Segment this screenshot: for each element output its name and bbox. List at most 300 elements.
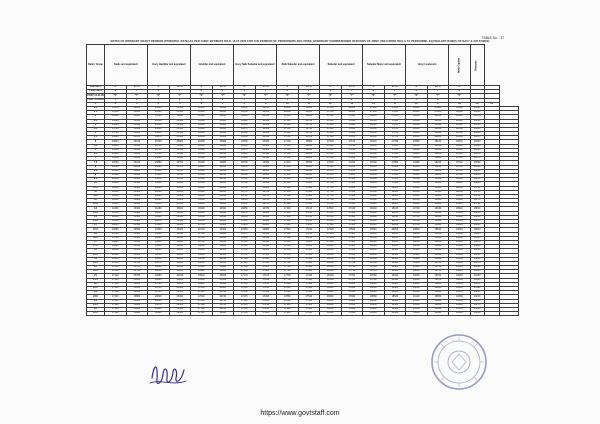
rate-cell: 16440 <box>212 236 234 240</box>
rate-cell: 18840 <box>449 186 471 190</box>
rate-cell: 18780 <box>449 173 471 177</box>
rate-cell: 17600 <box>341 240 363 244</box>
rate-cell: 17600 <box>277 240 299 244</box>
rate-cell: 17190 <box>234 278 256 282</box>
rate-cell: 16660 <box>298 111 320 115</box>
rate-cell: 15840 <box>169 190 191 194</box>
rate-cell: 17160 <box>105 278 127 282</box>
rate-cell: 17880 <box>320 220 342 224</box>
rate-cell: 17940 <box>341 312 363 316</box>
rate-cell: 17560 <box>277 232 299 236</box>
rate-cell: 16400 <box>169 307 191 311</box>
rate-cell: 18940 <box>363 312 385 316</box>
rate-cell: 17000 <box>191 287 213 291</box>
header-cell: "X" <box>234 86 256 90</box>
rate-cell: 17500 <box>341 220 363 224</box>
rate-cell: 17360 <box>341 190 363 194</box>
rate-cell: 17140 <box>298 211 320 215</box>
header-cell: 4 <box>148 102 170 106</box>
header-cell: "Y" <box>255 90 277 94</box>
rate-cell: 16280 <box>105 186 127 190</box>
rate-cell: 16180 <box>212 182 234 186</box>
rate-cell: 18920 <box>406 253 428 257</box>
rate-cell: 18430 <box>470 127 484 131</box>
rate-cell: 18720 <box>427 266 449 270</box>
service-years-cell: 3.5 <box>87 127 105 131</box>
rate-cell: 15020 <box>126 115 148 119</box>
rate-cell: 18970 <box>470 240 484 244</box>
rate-cell: 15680 <box>126 253 148 257</box>
rate-cell: 15700 <box>126 257 148 261</box>
rate-cell: 19270 <box>470 303 484 307</box>
rate-cell: 16280 <box>191 136 213 140</box>
header-cell: "X" <box>105 86 127 90</box>
rate-cell: 16760 <box>191 236 213 240</box>
rate-cell: 18880 <box>427 299 449 303</box>
rate-cell: 18460 <box>384 282 406 286</box>
service-years-cell: 24.5 <box>87 303 105 307</box>
rate-cell: 18460 <box>406 157 428 161</box>
service-years-cell: 14.5 <box>87 220 105 224</box>
rate-cell: 15740 <box>169 169 191 173</box>
rate-cell: 17080 <box>191 303 213 307</box>
rate-cell: 15860 <box>212 115 234 119</box>
rate-cell: 17250 <box>234 291 256 295</box>
rate-cell: 18460 <box>363 211 385 215</box>
rate-cell: 16080 <box>212 161 234 165</box>
rate-cell: 17620 <box>298 312 320 316</box>
rate-cell: 18900 <box>363 303 385 307</box>
rate-cell: 16620 <box>255 173 277 177</box>
rate-cell: 15380 <box>126 190 148 194</box>
rate-cell: 17920 <box>341 307 363 311</box>
rate-cell: 18380 <box>406 140 428 144</box>
rate-cell: 18200 <box>384 228 406 232</box>
rate-cell: 15720 <box>126 261 148 265</box>
rate-cell: 16060 <box>148 190 170 194</box>
rate-cell: 17940 <box>384 173 406 177</box>
rate-cell: 16440 <box>191 169 213 173</box>
rate-cell: 17260 <box>341 169 363 173</box>
service-years-cell: 4 <box>87 132 105 136</box>
rate-cell: 18300 <box>406 123 428 127</box>
rate-cell: 16320 <box>105 190 127 194</box>
rate-cell: 19240 <box>449 270 471 274</box>
rate-cell: 18770 <box>470 199 484 203</box>
group-header-cell: Hony Havildar and equivalent <box>148 45 191 86</box>
rate-cell: 19090 <box>470 266 484 270</box>
rate-cell: 16680 <box>255 186 277 190</box>
rate-cell: 17920 <box>320 228 342 232</box>
rate-cell: 18200 <box>363 157 385 161</box>
rate-cell: 18700 <box>449 157 471 161</box>
rate-cell: 17220 <box>277 161 299 165</box>
service-years-cell: 19.5 <box>87 261 105 265</box>
rate-cell: 15920 <box>126 303 148 307</box>
rate-cell: 19200 <box>406 312 428 316</box>
header-cell: X-Y-Z <box>126 86 148 90</box>
handwritten-signature <box>148 356 188 390</box>
rate-cell: 15720 <box>169 165 191 169</box>
rate-cell: 18040 <box>363 123 385 127</box>
rate-cell: 15800 <box>169 182 191 186</box>
rate-cell: 19220 <box>449 266 471 270</box>
rate-cell: 15800 <box>105 136 127 140</box>
pension-rate-table <box>86 44 519 316</box>
rate-cell: 15880 <box>105 144 127 148</box>
rate-cell: 16420 <box>212 232 234 236</box>
rate-cell: 17700 <box>320 182 342 186</box>
rate-cell: 15260 <box>126 165 148 169</box>
rate-cell: 15040 <box>126 119 148 123</box>
rate-cell: 17580 <box>298 303 320 307</box>
rate-cell: 18740 <box>363 270 385 274</box>
header-cell: "X" <box>320 86 342 90</box>
rate-cell: 16800 <box>105 240 127 244</box>
rate-cell: 17240 <box>341 165 363 169</box>
rate-cell: 17280 <box>255 312 277 316</box>
rate-cell: 18800 <box>427 282 449 286</box>
rate-cell: 18560 <box>384 303 406 307</box>
rate-cell: 17290 <box>234 299 256 303</box>
rate-cell: 18160 <box>427 148 449 152</box>
rate-cell: 19030 <box>470 253 484 257</box>
rate-cell: 17140 <box>255 282 277 286</box>
rate-cell: 15180 <box>126 148 148 152</box>
rate-cell: 18080 <box>384 203 406 207</box>
rate-cell: 18420 <box>406 148 428 152</box>
header-cell: "Y" <box>341 90 363 94</box>
rate-cell: 16940 <box>255 240 277 244</box>
rate-cell: 16660 <box>191 215 213 219</box>
rate-cell: 17100 <box>277 136 299 140</box>
rate-cell: 17000 <box>341 115 363 119</box>
rate-cell: 16690 <box>148 278 170 282</box>
rate-cell: 18300 <box>363 178 385 182</box>
service-years-cell: 21.5 <box>87 278 105 282</box>
rate-cell: 17980 <box>427 111 449 115</box>
service-years-cell: 3 <box>87 123 105 127</box>
rate-cell: 16980 <box>255 249 277 253</box>
rate-cell: 16260 <box>212 199 234 203</box>
rate-cell: 19310 <box>470 312 484 316</box>
rate-cell: 18480 <box>384 287 406 291</box>
rate-cell: 15940 <box>212 132 234 136</box>
rate-cell: 18660 <box>449 148 471 152</box>
rate-cell: 15580 <box>126 232 148 236</box>
rate-cell: 18540 <box>384 299 406 303</box>
rate-cell: 17760 <box>277 274 299 278</box>
rate-cell: 16880 <box>298 157 320 161</box>
rate-cell: 18900 <box>427 303 449 307</box>
rate-cell: 16300 <box>212 207 234 211</box>
rate-cell: 16950 <box>234 228 256 232</box>
rate-cell: 17440 <box>277 207 299 211</box>
rate-cell: 18360 <box>384 261 406 265</box>
rate-cell: 16750 <box>148 287 170 291</box>
rate-cell: 16550 <box>234 144 256 148</box>
rate-cell: 18240 <box>427 165 449 169</box>
rate-cell: 17260 <box>255 307 277 311</box>
rate-cell: 17420 <box>277 203 299 207</box>
service-years-cell: 21 <box>87 274 105 278</box>
service-years-cell: 23 <box>87 291 105 295</box>
rate-cell: 16620 <box>191 207 213 211</box>
rate-cell: 16780 <box>255 207 277 211</box>
rate-cell: 18680 <box>427 257 449 261</box>
rate-cell: 18180 <box>427 153 449 157</box>
rate-cell: 15800 <box>126 278 148 282</box>
rate-cell: 18280 <box>320 303 342 307</box>
header-cell: "X" <box>148 86 170 90</box>
rate-cell: 16930 <box>148 312 170 316</box>
rate-cell: 16740 <box>298 127 320 131</box>
rate-cell: 18370 <box>470 115 484 119</box>
rate-cell: 17460 <box>320 132 342 136</box>
rate-cell: 19080 <box>406 287 428 291</box>
rate-cell: 18220 <box>427 161 449 165</box>
rate-cell: 15560 <box>148 119 170 123</box>
rate-cell: 16480 <box>148 249 170 253</box>
rate-cell: 18840 <box>427 291 449 295</box>
rate-cell: 16240 <box>191 127 213 131</box>
rate-cell: 19100 <box>449 240 471 244</box>
header-cell: 12 <box>320 102 342 106</box>
rate-cell: 17160 <box>277 148 299 152</box>
rate-cell: 16500 <box>191 182 213 186</box>
rate-cell: 18660 <box>363 253 385 257</box>
rate-cell: 16320 <box>212 211 234 215</box>
rate-cell: 16220 <box>169 270 191 274</box>
rate-cell: 17120 <box>255 278 277 282</box>
rate-cell: 16870 <box>234 211 256 215</box>
rate-cell: 18760 <box>449 169 471 173</box>
rate-cell: 16480 <box>191 178 213 182</box>
group-header-cell: Subedar and equivalent <box>320 45 363 86</box>
rate-cell: 17150 <box>234 270 256 274</box>
header-cell: "Y" <box>234 98 256 102</box>
rate-cell: 16420 <box>148 240 170 244</box>
rate-cell: 18780 <box>427 278 449 282</box>
rate-cell: 18740 <box>427 270 449 274</box>
rate-cell: 17980 <box>363 111 385 115</box>
rate-cell: 16820 <box>298 144 320 148</box>
rate-cell: 18820 <box>449 182 471 186</box>
rate-cell: 16840 <box>148 299 170 303</box>
header-cell: 16 <box>406 102 428 106</box>
rate-cell: 15480 <box>126 211 148 215</box>
rate-cell: 18820 <box>427 287 449 291</box>
service-years-cell: 19 <box>87 257 105 261</box>
rate-cell: 17640 <box>277 249 299 253</box>
rate-cell: 15340 <box>126 182 148 186</box>
rate-cell: 18820 <box>406 232 428 236</box>
rate-cell: 17920 <box>277 307 299 311</box>
rate-cell: 17740 <box>277 270 299 274</box>
rate-cell: 17720 <box>341 266 363 270</box>
rate-cell: 16380 <box>255 123 277 127</box>
service-years-cell: 6 <box>87 148 105 152</box>
rate-cell: 15460 <box>126 207 148 211</box>
rate-cell: 16670 <box>234 169 256 173</box>
rate-cell: 18240 <box>363 165 385 169</box>
service-years-cell: 10 <box>87 182 105 186</box>
rate-cell: 17110 <box>234 261 256 265</box>
rate-cell: 16400 <box>212 228 234 232</box>
rate-cell: 17170 <box>234 274 256 278</box>
rate-cell: 15440 <box>126 203 148 207</box>
rate-cell: 16980 <box>341 111 363 115</box>
rate-cell: 15450 <box>169 106 191 110</box>
rate-cell: 18400 <box>384 270 406 274</box>
rate-cell: 17380 <box>277 194 299 198</box>
rate-cell: 17480 <box>341 215 363 219</box>
rate-cell: 17160 <box>255 287 277 291</box>
rate-cell: 15900 <box>169 203 191 207</box>
rate-cell: 15240 <box>126 161 148 165</box>
rate-cell: 19140 <box>449 249 471 253</box>
rate-cell: 17640 <box>341 249 363 253</box>
rate-cell: 18510 <box>470 144 484 148</box>
rate-cell: 17880 <box>341 299 363 303</box>
header-cell: X-Y-Z <box>255 86 277 90</box>
rate-cell: 18580 <box>427 236 449 240</box>
rate-cell: 19230 <box>470 295 484 299</box>
header-cell: "Y" <box>148 98 170 102</box>
rate-cell: 16720 <box>212 295 234 299</box>
rate-cell: 16920 <box>255 236 277 240</box>
rate-cell: 19420 <box>449 307 471 311</box>
rate-cell: 16960 <box>105 257 127 261</box>
rate-cell: 16860 <box>298 153 320 157</box>
header-cell: "Y" <box>169 90 191 94</box>
rate-cell: 18930 <box>470 232 484 236</box>
rate-cell: 18460 <box>427 211 449 215</box>
rate-cell: 17360 <box>277 190 299 194</box>
rate-cell: 18660 <box>427 253 449 257</box>
rate-cell: 17160 <box>298 215 320 219</box>
rate-cell: 16520 <box>255 153 277 157</box>
rate-cell: 17060 <box>341 127 363 131</box>
rate-cell: 17060 <box>298 194 320 198</box>
rate-cell: 15480 <box>169 115 191 119</box>
rate-cell: 15820 <box>212 106 234 110</box>
rate-cell: 17780 <box>384 140 406 144</box>
rate-cell: 18120 <box>427 140 449 144</box>
rate-cell: 18060 <box>427 127 449 131</box>
rate-cell: 17270 <box>234 295 256 299</box>
rate-cell: 15680 <box>105 123 127 127</box>
rate-cell: 18140 <box>427 144 449 148</box>
rate-cell: 16540 <box>191 190 213 194</box>
rate-cell: 16340 <box>212 215 234 219</box>
rate-cell: 15360 <box>126 186 148 190</box>
rate-cell: 15640 <box>148 132 170 136</box>
rate-cell: 16140 <box>169 253 191 257</box>
rate-cell: 18720 <box>363 266 385 270</box>
rate-cell: 17240 <box>277 165 299 169</box>
rate-cell: 15560 <box>126 228 148 232</box>
rate-cell: 18440 <box>406 153 428 157</box>
header-cell: "X" <box>320 94 342 98</box>
rate-cell: 17820 <box>277 287 299 291</box>
rate-cell: 16090 <box>148 194 170 198</box>
rate-cell: 17840 <box>341 291 363 295</box>
service-years-cell: 1.5 <box>87 111 105 115</box>
rate-cell: 16960 <box>191 278 213 282</box>
rate-cell: 18800 <box>406 228 428 232</box>
header-cell: "X" <box>406 90 428 94</box>
rate-cell: 18580 <box>384 307 406 311</box>
rate-cell: 18560 <box>427 232 449 236</box>
rate-cell: 16240 <box>169 274 191 278</box>
rate-cell: 16000 <box>148 182 170 186</box>
rate-cell: 17580 <box>320 157 342 161</box>
service-years-cell: 8.5 <box>87 169 105 173</box>
rate-cell: 17240 <box>105 287 127 291</box>
rate-cell: 16540 <box>255 157 277 161</box>
rate-cell: 15220 <box>126 157 148 161</box>
service-years-cell: 13.5 <box>87 211 105 215</box>
rate-cell: 18040 <box>320 253 342 257</box>
header-cell: 17 <box>427 102 449 106</box>
rate-cell: 15520 <box>169 123 191 127</box>
rate-cell: 17800 <box>277 282 299 286</box>
header-cell: 20 <box>484 102 500 106</box>
rate-cell: 16450 <box>234 123 256 127</box>
rate-cell: 18580 <box>449 132 471 136</box>
rate-cell: 18790 <box>470 203 484 207</box>
rate-cell: 16570 <box>234 148 256 152</box>
rate-cell: 18760 <box>406 220 428 224</box>
service-years-cell: 9 <box>87 173 105 177</box>
group-header-cell: Hony Lieutenant <box>406 45 449 86</box>
rate-cell: 15970 <box>148 178 170 182</box>
rate-cell: 17780 <box>341 278 363 282</box>
rate-cell: 15420 <box>126 199 148 203</box>
service-years-cell: 12.5 <box>87 203 105 207</box>
rate-cell: 16380 <box>212 224 234 228</box>
rate-cell: 17420 <box>298 270 320 274</box>
rate-cell: 19160 <box>449 253 471 257</box>
rate-cell: 15100 <box>126 132 148 136</box>
rate-cell: 18200 <box>427 157 449 161</box>
rate-cell: 16440 <box>105 203 127 207</box>
rate-cell: 16970 <box>234 232 256 236</box>
group-header-label: Remarks <box>474 59 478 71</box>
rate-cell: 18520 <box>427 224 449 228</box>
header-cell: X-Y-Z <box>212 86 234 90</box>
service-years-cell: 4.5 <box>87 136 105 140</box>
service-years-cell: 24 <box>87 299 105 303</box>
rate-cell: 19120 <box>449 245 471 249</box>
rate-cell: 17160 <box>341 148 363 152</box>
rate-cell: 16760 <box>255 203 277 207</box>
service-years-cell: 0.5 <box>87 106 105 110</box>
rate-cell: 16780 <box>212 307 234 311</box>
header-cell: 2 <box>105 102 127 106</box>
rate-cell: 17440 <box>105 307 127 311</box>
rate-cell: 16680 <box>191 220 213 224</box>
rate-cell: 16820 <box>191 249 213 253</box>
rate-cell: 17060 <box>277 127 299 131</box>
rate-cell: 17860 <box>341 295 363 299</box>
rate-cell: 16210 <box>148 211 170 215</box>
rate-cell: 16980 <box>277 111 299 115</box>
rate-cell: 17120 <box>105 274 127 278</box>
rate-cell: 18340 <box>363 186 385 190</box>
rate-cell: 17620 <box>277 245 299 249</box>
